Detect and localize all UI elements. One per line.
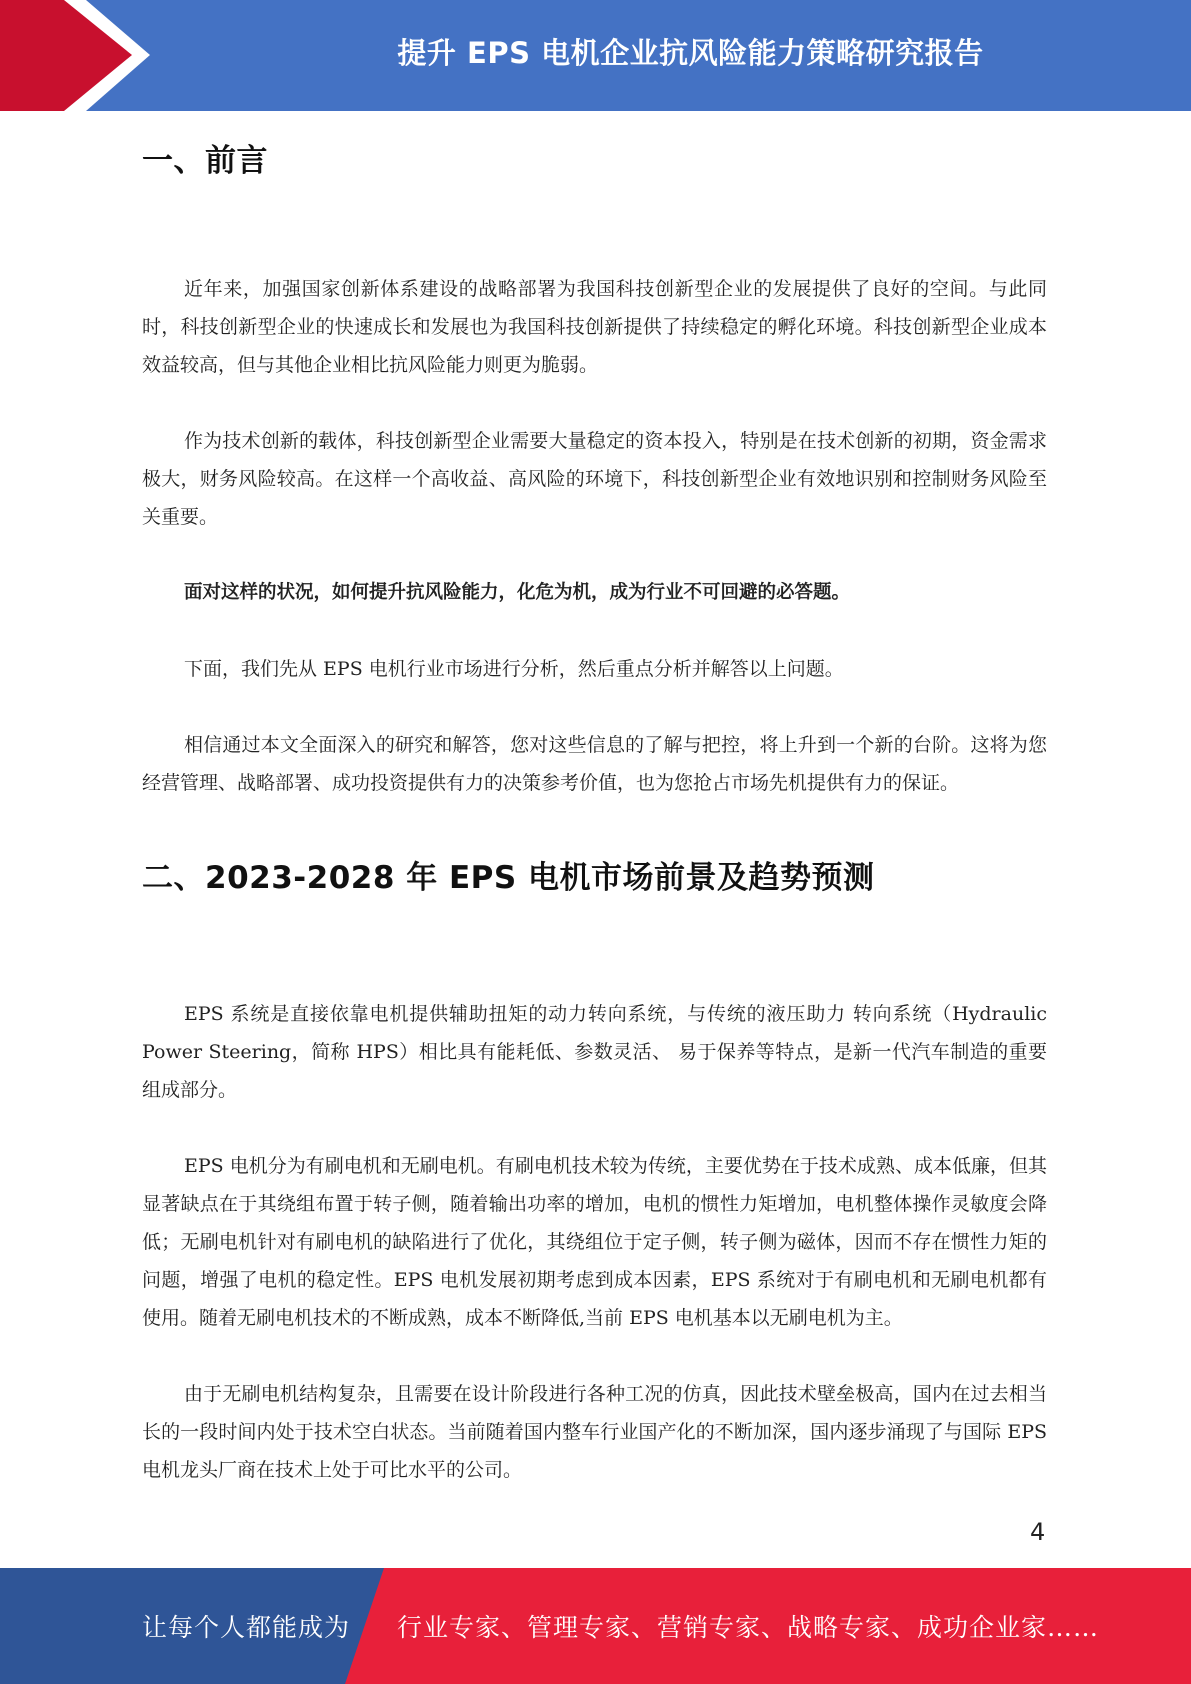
paragraph: 相信通过本文全面深入的研究和解答，您对这些信息的了解与把控，将上升到一个新的台阶。这将为您经营管理、战略部署、成功投资提供有力的决策参考价值，也为您抢占市场先机提供有力的保证。	[142, 734, 1047, 794]
report-title: 提升 EPS 电机企业抗风险能力策略研究报告	[397, 35, 984, 70]
paragraph: 下面，我们先从 EPS 电机行业市场进行分析，然后重点分析并解答以上问题。	[184, 658, 844, 680]
document-body	[142, 135, 1047, 1489]
paragraph: 作为技术创新的载体，科技创新型企业需要大量稳定的资本投入，特别是在技术创新的初期，资金需求极大，财务风险较高。在这样一个高收益、高风险的环境下，科技创新型企业有效地识别和控制财务风险至关重要。	[142, 430, 1047, 528]
footer-slogan-left: 让每个人都能成为	[142, 1613, 351, 1642]
paragraph: EPS 系统是直接依靠电机提供辅助扭矩的动力转向系统，与传统的液压助力 转向系统（Hydraulic Power Steering，简称 HPS）相比具有能耗低、参数灵活、 易于保养等特点，是新一代汽车制造的重要组成部分。	[142, 1003, 1047, 1101]
footer-slogan-right: 行业专家、管理专家、营销专家、战略专家、成功企业家……	[397, 1613, 1100, 1642]
page-header	[0, 0, 1191, 111]
page-footer	[0, 1568, 1191, 1684]
emphasis-paragraph: 面对这样的状况，如何提升抗风险能力，化危为机，成为行业不可回避的必答题。	[184, 582, 851, 603]
page-number: 4	[1030, 1518, 1046, 1546]
paragraph: 近年来，加强国家创新体系建设的战略部署为我国科技创新型企业的发展提供了良好的空间。与此同时，科技创新型企业的快速成长和发展也为我国科技创新提供了持续稳定的孵化环境。科技创新型企业成本效益较高，但与其他企业相比抗风险能力则更为脆弱。	[142, 278, 1047, 376]
paragraph: 由于无刷电机结构复杂，且需要在设计阶段进行各种工况的仿真，因此技术壁垒极高，国内在过去相当长的一段时间内处于技术空白状态。当前随着国内整车行业国产化的不断加深，国内逐步涌现了与国际 EPS 电机龙头厂商在技术上处于可比水平的公司。	[142, 1383, 1047, 1481]
section-heading-market-outlook: 二、2023-2028 年 EPS 电机市场前景及趋势预测	[142, 860, 875, 896]
paragraph: EPS 电机分为有刷电机和无刷电机。有刷电机技术较为传统，主要优势在于技术成熟、成本低廉，但其显著缺点在于其绕组布置于转子侧，随着输出功率的增加，电机的惯性力矩增加，电机整体操作灵敏度会降低；无刷电机针对有刷电机的缺陷进行了优化，其绕组位于定子侧，转子侧为磁体，因而不存在惯性力矩的问题，增强了电机的稳定性。EPS 电机发展初期考虑到成本因素，EPS 系统对于有刷电机和无刷电机都有使用。随着无刷电机技术的不断成熟，成本不断降低,当前 EPS 电机基本以无刷电机为主。	[142, 1155, 1047, 1329]
section-heading-preface: 一、前言	[142, 143, 268, 179]
